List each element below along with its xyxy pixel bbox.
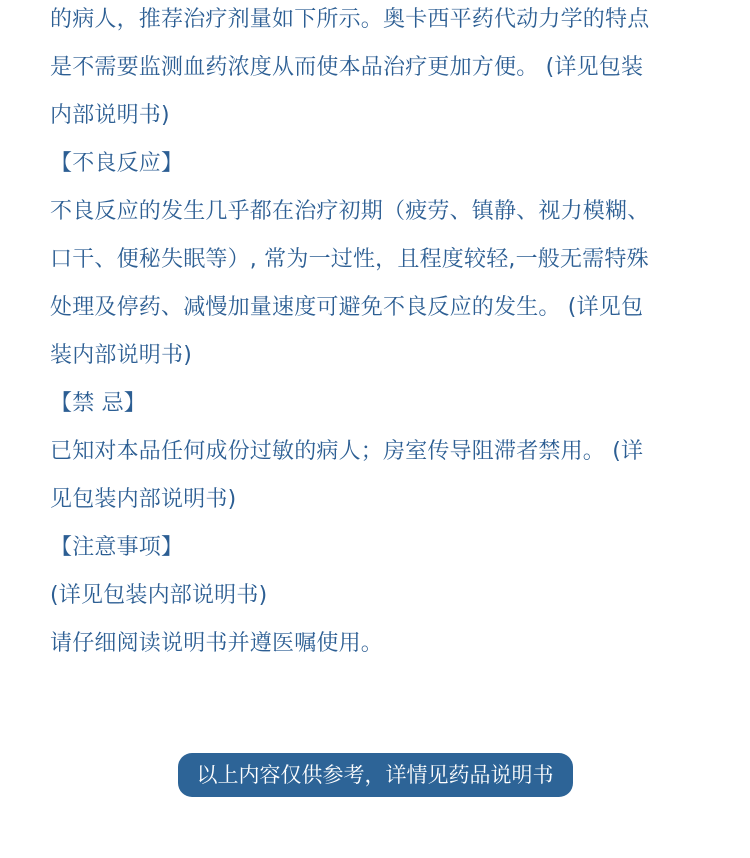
- text-line: 口干、便秘失眠等）, 常为一过性，且程度较轻,一般无需特殊: [50, 247, 649, 272]
- text-line: 内部说明书): [50, 103, 170, 128]
- text-line: (详见包装内部说明书): [50, 583, 268, 608]
- section-heading-adverse-reactions: 【不良反应】: [50, 151, 184, 176]
- text-line: 的病人，推荐治疗剂量如下所示。奥卡西平药代动力学的特点: [50, 7, 650, 32]
- text-line: 处理及停药、减慢加量速度可避免不良反应的发生。 (详见包: [50, 295, 644, 320]
- section-heading-precautions: 【注意事项】: [50, 535, 184, 560]
- text-line: 已知对本品任何成份过敏的病人；房室传导阻滞者禁用。 (详: [50, 439, 644, 464]
- text-line: 装内部说明书): [50, 343, 192, 368]
- drug-description-text: [50, 0, 700, 668]
- section-heading-contraindications: 【禁 忌】: [50, 391, 146, 416]
- text-line: 请仔细阅读说明书并遵医嘱使用。: [50, 631, 384, 656]
- text-line: 见包装内部说明书): [50, 487, 237, 512]
- text-line: 是不需要监测血药浓度从而使本品治疗更加方便。 (详见包装: [50, 55, 644, 80]
- footer: [0, 753, 750, 797]
- reference-notice-badge: 以上内容仅供参考，详情见药品说明书: [178, 753, 573, 797]
- text-line: 不良反应的发生几乎都在治疗初期（疲劳、镇静、视力模糊、: [50, 199, 650, 224]
